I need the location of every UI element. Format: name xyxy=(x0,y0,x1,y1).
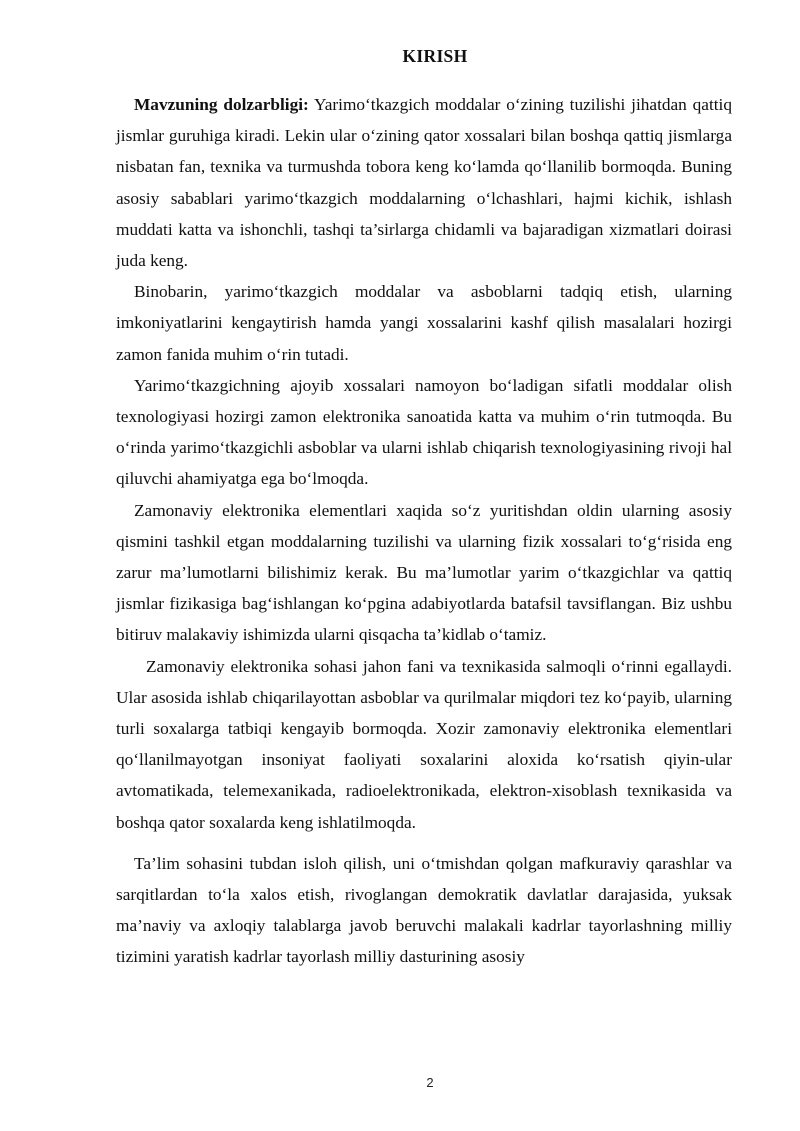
paragraph-research-importance xyxy=(116,276,732,370)
paragraph-text: Binobarin, yarimo‘tkazgich moddalar va asboblarni tadqiq etish, ularning imkoniyatlarini kengaytirish hamda yangi xossalarini kashf qilish masalalari hozirgi zamon fanida muhim o‘rin tutadi. xyxy=(116,282,732,364)
paragraph-electronics-field xyxy=(116,651,732,838)
paragraph-modern-elements xyxy=(116,495,732,651)
paragraph-text: Zamonaviy elektronika sohasi jahon fani va texnikasida salmoqli o‘rinni egallaydi. Ular asosida ishlab chiqarilayottan asboblar va qurilmalar miqdori tez ko‘payib, ularning turli soxalarga tatbiqi kengayib bormoqda. Xozir zamonaviy elektronika elementlari qo‘llanilmayotgan insoniyat faoliyati soxalarini aloxida ko‘rsatish qiyin-ular avtomatikada, telemexanikada, radioelektronikada, elektron-xisoblash texnikasida va boshqa qator soxalarda keng ishlatilmoqda. xyxy=(116,656,732,832)
paragraph-text: Yarimo‘tkazgich moddalar o‘zining tuzilishi jihatdan qattiq jismlar guruhiga kiradi. Lekin ular o‘zining qator xossalari bilan boshqa qattiq jismlarga nisbatan fan, texnika va turmushda tobora keng ko‘lamda qo‘llanilib bormoqda. Buning asosiy sabablari yarimo‘tkazgich moddalarning o‘lchashlari, hajmi kichik, ishlash muddati katta va ishonchli, tashqi ta’sirlarga chidamli va bajaradigan xizmatlari doirasi juda keng. xyxy=(116,95,732,271)
paragraph-education-reform xyxy=(116,848,732,973)
paragraph-text: Zamonaviy elektronika elementlari xaqida so‘z yuritishdan oldin ularning asosiy qismini tashkil etgan moddalarning tuzilishi va ularning fizik xossalari to‘g‘risida eng zarur ma’lumotlarni bilishimiz kerak. Bu ma’lumotlar yarim o‘tkazgichlar va qattiq jismlar fizikasiga bag‘ishlangan ko‘pgina adabiyotlarda batafsil tavsiflangan. Biz ushbu bitiruv malakaviy ishimizda ularni qisqacha ta’kidlab o‘tamiz. xyxy=(116,500,732,645)
page-number: 2 xyxy=(426,1075,434,1090)
paragraph-relevance xyxy=(116,89,732,276)
paragraph-text: Yarimo‘tkazgichning ajoyib xossalari namoyon bo‘ladigan sifatli moddalar olish texnologiyasi hozirgi zamon elektronika sanoatida katta va muhim o‘rin tutmoqda. Bu o‘rinda yarimo‘tkazgichli asboblar va ularni ishlab chiqarish texnologiyasining rivoji hal qiluvchi ahamiyatga ega bo‘lmoqda. xyxy=(116,375,732,489)
paragraph-technology xyxy=(116,370,732,495)
page-title: KIRISH xyxy=(402,46,468,66)
paragraph-lead-heading: Mavzuning dolzarbligi: xyxy=(134,95,309,114)
document-body xyxy=(116,89,732,973)
paragraph-text: Ta’lim sohasini tubdan isloh qilish, uni o‘tmishdan qolgan mafkuraviy qarashlar va sarqitlardan to‘la xalos etish, rivoglangan demokratik davlatlar darajasida, yuksak ma’naviy va axloqiy talablarga javob beruvchi malakali kadrlar tayorlashning milliy tizimini yaratish kadrlar tayorlash milliy dasturining asosiy xyxy=(116,853,732,967)
